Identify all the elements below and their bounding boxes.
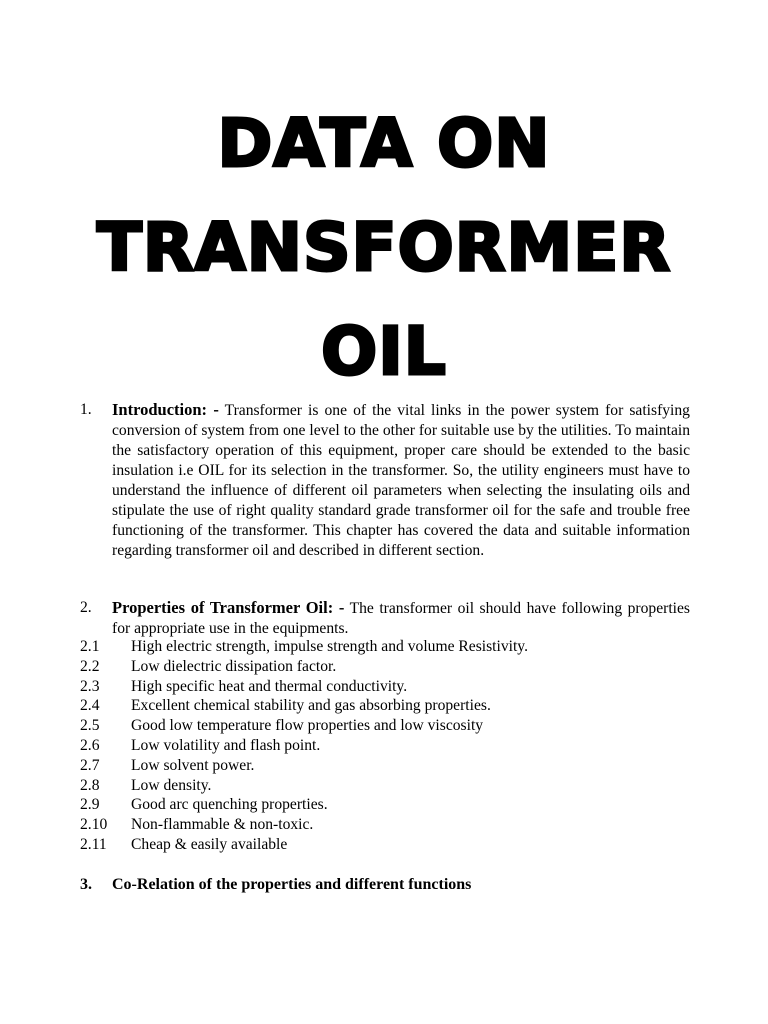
item-text: Low volatility and flash point. [131,736,321,754]
title-line-1: DATA ON [217,105,551,182]
section-number: 1. [80,401,92,418]
item-text: Good arc quenching properties. [131,796,328,814]
section-heading: Introduction: - [112,400,219,419]
item-number: 2.8 [80,776,100,794]
section-number: 2. [80,599,92,616]
section-heading: Co-Relation of the properties and different functions [112,876,472,893]
list-item [80,677,690,697]
section-body [112,598,690,639]
item-text: Low density. [131,776,212,794]
list-item [80,657,690,677]
section-properties [80,598,690,639]
item-text: High electric strength, impulse strength and volume Resistivity. [131,638,528,655]
item-number: 2.7 [80,756,100,774]
list-item [80,835,690,855]
item-text: High specific heat and thermal conductivity. [131,677,408,695]
list-item [80,696,690,716]
item-number: 2.6 [80,736,100,754]
item-text: Good low temperature flow properties and low viscosity [131,717,484,735]
item-text: Excellent chemical stability and gas absorbing properties. [131,697,491,715]
list-item [80,756,690,776]
list-item [80,637,690,657]
item-number: 2.1 [80,638,100,655]
item-number: 2.2 [80,657,100,675]
item-text: Low dielectric dissipation factor. [131,657,337,675]
title-line-2: TRANSFORMER [96,209,672,286]
section-number: 3. [80,876,92,893]
section-correlation [80,875,471,895]
item-number: 2.5 [80,717,100,735]
section-body [112,400,690,561]
item-number: 2.10 [80,816,108,834]
item-number: 2.3 [80,677,100,695]
item-number: 2.4 [80,697,100,715]
section-heading: Properties of Transformer Oil: - [112,598,345,617]
title-line-3: OIL [321,313,447,390]
list-item [80,736,690,756]
section-introduction [80,400,690,561]
item-text: Low solvent power. [131,756,255,774]
section-text: The transformer oil should have following properties for appropriate use in the equipments. [112,600,690,637]
item-text: Non-flammable & non-toxic. [131,816,314,834]
list-item [80,815,690,835]
list-item [80,716,690,736]
list-item [80,795,690,815]
section-text: Transformer is one of the vital links in the power system for satisfying conversion of system from one level to the other for suitable use by the utilities. To maintain the satisfactory operation of this equipment, proper care should be extended to the basic insulation i.e OIL for its selection in the transformer. So, the utility engineers must have to understand the influence of different oil parameters when selecting the insulating oils and stipulate the use of right quality standard grade transformer oil for the safe and trouble free functioning of the transformer. This chapter has covered the data and suitable information regarding transformer oil and described in different section. [112,402,690,559]
item-number: 2.9 [80,796,100,814]
item-text: Cheap & easily available [131,835,288,853]
list-item [80,776,690,796]
document-title [0,92,768,404]
item-number: 2.11 [80,835,107,853]
properties-list [80,637,690,855]
